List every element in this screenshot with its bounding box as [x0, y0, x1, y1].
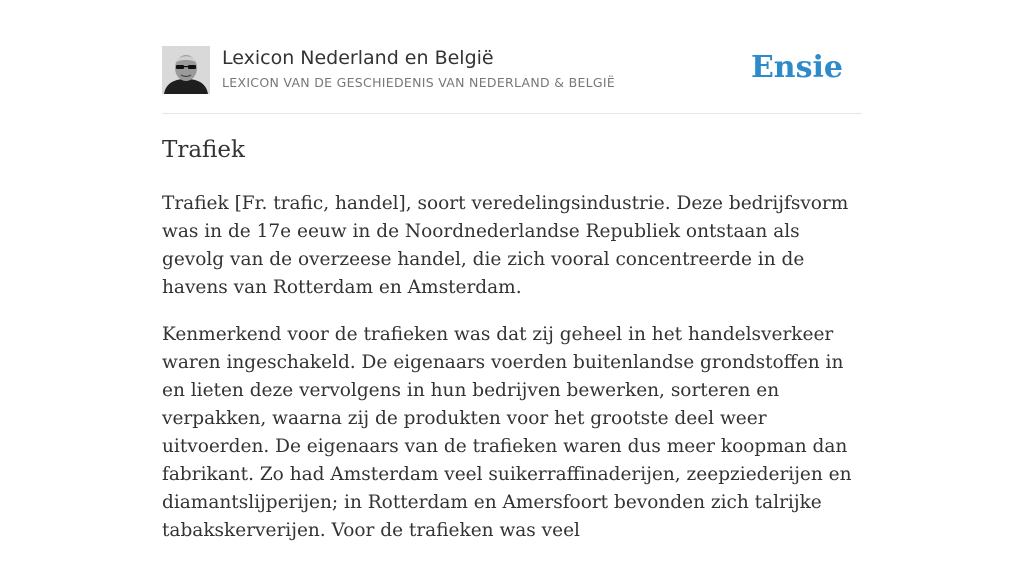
- person-portrait-icon: [162, 46, 210, 94]
- source-subtitle: LEXICON VAN DE GESCHIEDENIS VAN NEDERLAND & BELGIË: [222, 75, 616, 90]
- article-paragraph-1: Trafiek [Fr. trafic, handel], soort veredelingsindustrie. Deze bedrijfsvorm was in de 17e eeuw in de Noordnederlandse Republiek ontstaan als gevolg van de overzeese handel, die zich vooral concentreerde in de havens van Rotterdam en Amsterdam.: [162, 193, 849, 298]
- source-header: [162, 46, 862, 114]
- article-paragraph-2: Kenmerkend voor de trafieken was dat zij geheel in het handelsverkeer waren ingeschakeld. De eigenaars voerden buitenlandse grondstoffen in en lieten deze vervolgens in hun bedrijven bewerken, sorteren en verpakken, waarna zij de produkten voor het grootste deel weer uitvoerden. De eigenaars van de trafieken waren dus meer koopman dan fabrikant. Zo had Amsterdam veel suikerraffinaderijen, zeepziederijen en diamantslijperijen; in Rotterdam en Amersfoort bevonden zich talrijke tabakskerverijen. Voor de trafieken was veel: [162, 324, 852, 541]
- source-name-link[interactable]: Lexicon Nederland en België: [222, 47, 494, 69]
- article-body: [162, 190, 867, 564]
- source-avatar[interactable]: [162, 46, 210, 94]
- ensie-logo[interactable]: Ensie: [750, 50, 843, 85]
- article-title: Trafiek: [162, 137, 245, 163]
